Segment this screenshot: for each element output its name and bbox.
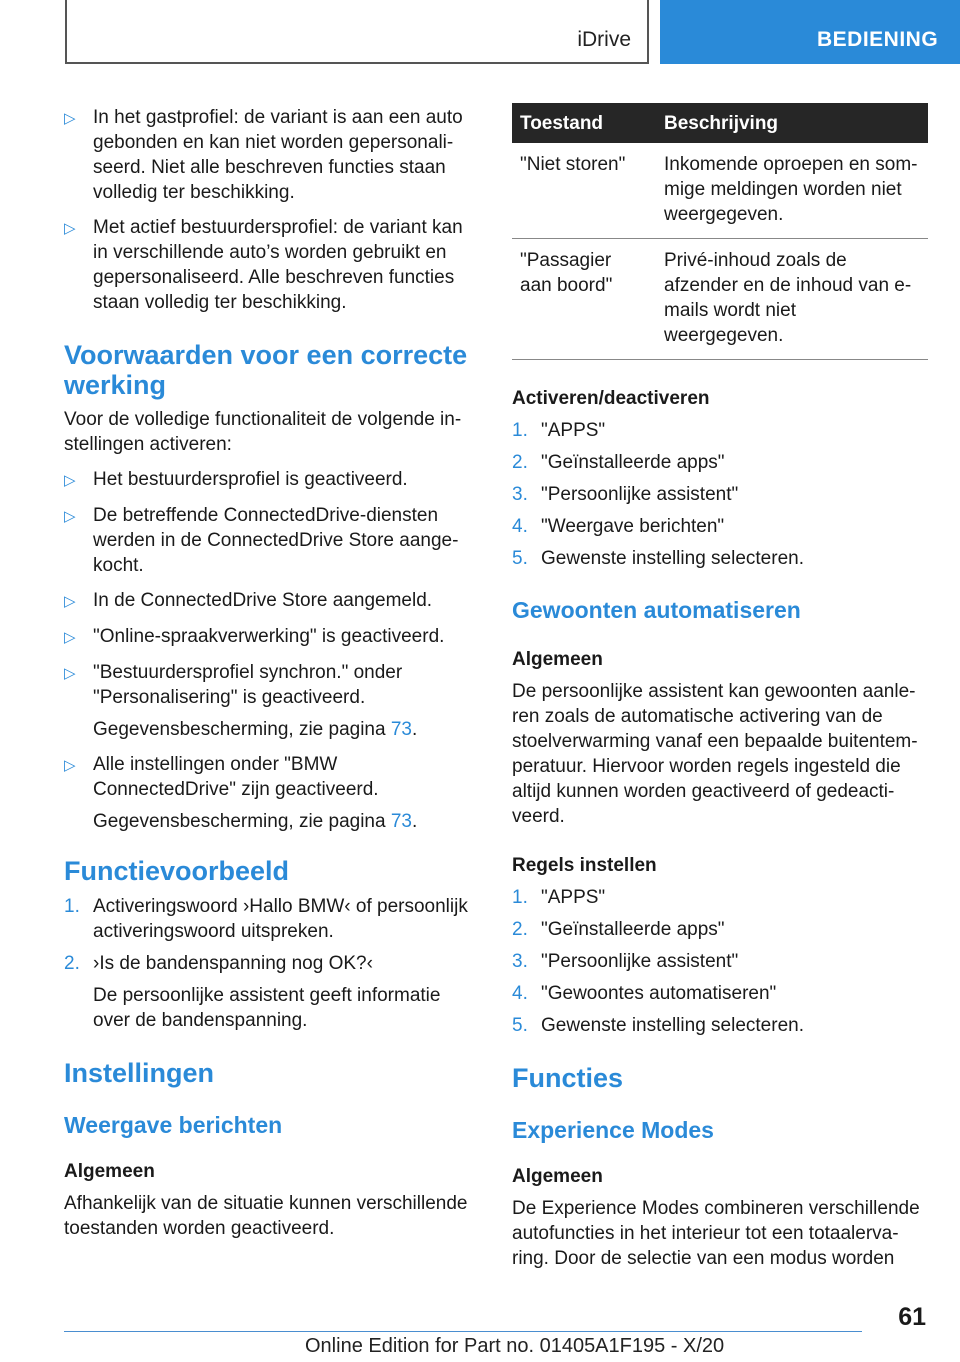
- page-reference: Gegevensbescherming, zie pagina 73.: [93, 811, 418, 832]
- triangle-bullet-icon: ▷: [64, 629, 76, 646]
- paragraph: De Experience Modes combineren verschillende autofuncties in het interieur tot een totaalerva-ring. Door de selectie van een modus worden: [512, 1198, 920, 1269]
- numbered-step: 2. "Geïnstalleerde apps": [512, 452, 725, 473]
- list-item: ▷ Het bestuurdersprofiel is geactiveerd.: [64, 467, 470, 493]
- section-tab: BEDIENING: [660, 0, 960, 64]
- table-row: [512, 143, 928, 239]
- table-cell: Inkomende oproepen en som-mige meldingen worden niet weergegeven.: [656, 143, 928, 239]
- paragraph: De persoonlijke assistent kan gewoonten aanle-ren zoals de automatische activering van de stoelverwarming vanaf een bepaalde buitentem-peratuur. Hiervoor worden regels ingesteld die altijd kunnen worden geactiveerd of gedeacti-veerd.: [512, 681, 918, 827]
- heading-algemeen: Algemeen: [512, 1166, 603, 1187]
- heading-activeren: Activeren/deactiveren: [512, 388, 710, 409]
- table-cell: Privé-inhoud zoals de afzender en de inhoud van e-mails wordt niet weergegeven.: [656, 239, 928, 360]
- numbered-step: 3. "Persoonlijke assistent": [512, 484, 739, 505]
- step-note: De persoonlijke assistent geeft informatie over de bandenspanning.: [93, 985, 441, 1031]
- page-link[interactable]: 73: [390, 719, 412, 740]
- heading-voorwaarden: Voorwaarden voor een correcte werking: [64, 340, 468, 400]
- heading-regels: Regels instellen: [512, 855, 657, 876]
- numbered-step: 1. "APPS": [512, 887, 606, 908]
- triangle-bullet-icon: ▷: [64, 472, 76, 489]
- chapter-title: iDrive: [577, 28, 631, 51]
- numbered-step: 4. "Weergave berichten": [512, 516, 725, 537]
- numbered-step: 5. Gewenste instelling selecteren.: [512, 1015, 804, 1036]
- table-cell: "Passagier aan boord": [512, 239, 656, 360]
- numbered-step: 1. "APPS": [512, 420, 606, 441]
- list-item: ▷ In de ConnectedDrive Store aangemeld.: [64, 588, 470, 614]
- heading-weergave-berichten: Weergave berichten: [64, 1112, 283, 1138]
- list-item: ▷ Met actief bestuurdersprofiel: de variant kan in verschillende auto’s worden gebruikt en gepersonaliseerd. Alle beschreven functies staan volledig ter beschikking.: [64, 217, 463, 313]
- numbered-step: 3. "Persoonlijke assistent": [512, 951, 739, 972]
- table-cell: "Niet storen": [512, 143, 656, 239]
- paragraph: Voor de volledige functionaliteit de volgende in-stellingen activeren:: [64, 409, 462, 455]
- triangle-bullet-icon: ▷: [64, 508, 76, 525]
- heading-instellingen: Instellingen: [64, 1058, 215, 1088]
- column-header: Toestand: [512, 103, 656, 143]
- heading-gewoonten: Gewoonten automatiseren: [512, 597, 801, 623]
- list-item: ▷ Alle instellingen onder "BMW ConnectedDrive" zijn geactiveerd.: [64, 754, 379, 800]
- numbered-step: 1. Activeringswoord ›Hallo BMW‹ of persoonlijk activeringswoord uitspreken.: [64, 896, 468, 942]
- triangle-bullet-icon: ▷: [64, 757, 76, 774]
- heading-algemeen: Algemeen: [64, 1161, 155, 1182]
- list-item: ▷ De betreffende ConnectedDrive-diensten werden in de ConnectedDrive Store aange-kocht.: [64, 505, 459, 576]
- right-column: [512, 103, 928, 1271]
- triangle-bullet-icon: ▷: [64, 110, 76, 127]
- page-reference: Gegevensbescherming, zie pagina 73.: [93, 719, 418, 740]
- column-header: Beschrijving: [656, 103, 928, 143]
- table-row: [512, 239, 928, 360]
- triangle-bullet-icon: ▷: [64, 665, 76, 682]
- list-item: ▷ "Online-spraakverwerking" is geactiveerd.: [64, 624, 470, 650]
- edition-note: Online Edition for Part no. 01405A1F195 - X/20: [305, 1335, 725, 1357]
- numbered-step: 4. "Gewoontes automatiseren": [512, 983, 777, 1004]
- page-link[interactable]: 73: [390, 811, 412, 832]
- numbered-step: 2. "Geïnstalleerde apps": [512, 919, 725, 940]
- numbered-step: 5. Gewenste instelling selecteren.: [512, 548, 804, 569]
- paragraph: Afhankelijk van de situatie kunnen verschillende toestanden worden geactiveerd.: [64, 1193, 468, 1239]
- left-column: [64, 100, 470, 1241]
- triangle-bullet-icon: ▷: [64, 593, 76, 610]
- heading-functies: Functies: [512, 1063, 624, 1093]
- list-item: ▷ "Bestuurdersprofiel synchron." onder "Personalisering" is geactiveerd.: [64, 662, 403, 708]
- table-header-row: [512, 103, 928, 143]
- numbered-step: 2. ›Is de bandenspanning nog OK?‹: [64, 953, 373, 974]
- heading-algemeen: Algemeen: [512, 649, 603, 670]
- header-chapter-box: [65, 0, 649, 64]
- heading-experience-modes: Experience Modes: [512, 1117, 714, 1143]
- list-item: ▷ In het gastprofiel: de variant is aan een auto gebonden en kan niet worden gepersonali-seerd. Niet alle beschreven functies staan volledig ter beschikking.: [64, 107, 463, 203]
- states-table: [512, 103, 928, 360]
- heading-functievoorbeeld: Functievoorbeeld: [64, 856, 290, 886]
- footer-divider: [64, 1331, 862, 1332]
- page-number: 61: [898, 1303, 926, 1331]
- triangle-bullet-icon: ▷: [64, 220, 76, 237]
